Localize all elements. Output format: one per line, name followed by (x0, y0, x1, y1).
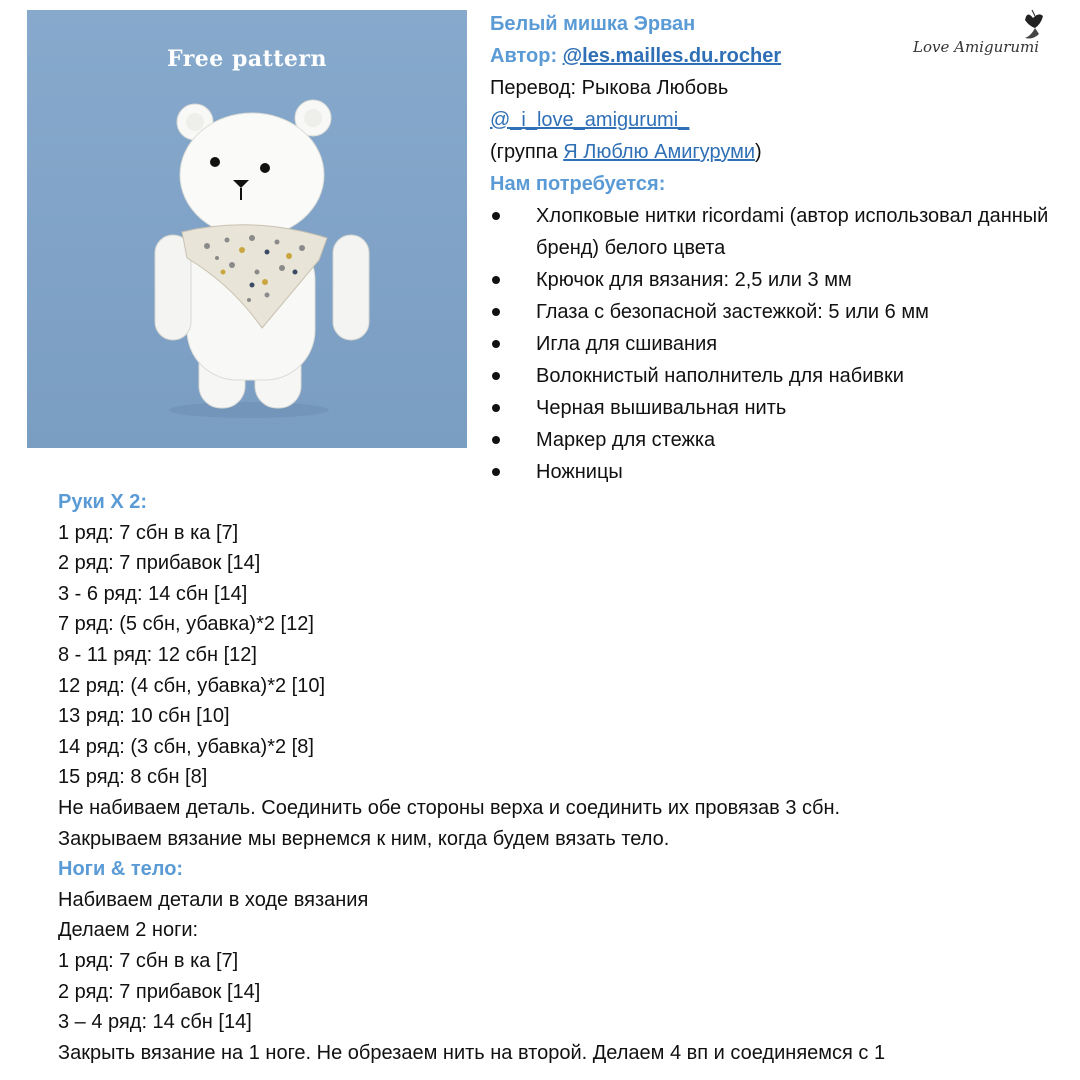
materials-item: Ножницы (536, 461, 623, 483)
materials-heading: Нам потребуется: (490, 173, 666, 195)
list-item (490, 392, 1070, 424)
arms-note: Закрываем вязание мы вернемся к ним, когда будем вязать тело. (58, 827, 670, 850)
legs-row: 3 – 4 ряд: 14 сбн [14] (58, 1011, 252, 1034)
list-item (490, 296, 1070, 328)
arms-heading: Руки X 2: (58, 491, 148, 513)
list-item (490, 456, 1070, 488)
arms-row: 14 ряд: (3 сбн, убавка)*2 [8] (58, 735, 314, 758)
arms-row: 12 ряд: (4 сбн, убавка)*2 [10] (58, 674, 326, 697)
materials-item: Игла для сшивания (536, 333, 718, 355)
author-label: Автор: (490, 45, 563, 67)
page-title: Белый мишка Эрван (490, 13, 696, 35)
materials-item: Маркер для стежка (536, 429, 716, 451)
materials-item: Волокнистый наполнитель для набивки (536, 365, 904, 387)
arms-row: 13 ряд: 10 сбн [10] (58, 705, 230, 728)
legs-row: Набиваем детали в ходе вязания (58, 888, 369, 911)
list-item (490, 424, 1070, 456)
materials-list (490, 200, 1070, 488)
arms-row: 15 ряд: 8 сбн [8] (58, 766, 208, 789)
materials-item: Черная вышивальная нить (536, 397, 787, 419)
legs-row: Делаем 2 ноги: (58, 919, 199, 942)
materials-item: Крючок для вязания: 2,5 или 3 мм (536, 269, 852, 291)
instructions-block (58, 487, 1068, 1068)
materials-item: Хлопковые нитки ricordami (автор использовал данный бренд) белого цвета (536, 205, 1049, 259)
photo-overlay-text: Free pattern (166, 46, 328, 72)
translation-line: Перевод: Рыкова Любовь (490, 77, 729, 99)
translator-link[interactable]: @_i_love_amigurumi_ (490, 109, 690, 131)
list-item (490, 360, 1070, 392)
legs-row: 2 ряд: 7 прибавок [14] (58, 980, 261, 1003)
arms-note: Не набиваем деталь. Соединить обе стороны верха и соединить их провязав 3 сбн. (58, 796, 841, 819)
header-block (490, 8, 1070, 488)
bear-illustration (27, 10, 467, 448)
legs-row: 1 ряд: 7 сбн в ка [7] (58, 949, 239, 972)
logo-text: Love Amigurumi (913, 38, 1040, 56)
group-prefix: (группа (490, 141, 564, 163)
arms-row: 1 ряд: 7 сбн в ка [7] (58, 521, 239, 544)
bear-photo (27, 10, 467, 448)
group-suffix: ) (755, 141, 762, 163)
legs-row: Закрыть вязание на 1 ноге. Не обрезаем нить на второй. Делаем 4 вп и соединяемся с 1 (58, 1041, 886, 1064)
group-line (490, 136, 1070, 168)
arms-row: 3 - 6 ряд: 14 сбн [14] (58, 582, 248, 605)
arms-row: 7 ряд: (5 сбн, убавка)*2 [12] (58, 613, 314, 636)
arms-row: 8 - 11 ряд: 12 сбн [12] (58, 643, 257, 666)
list-item (490, 264, 1070, 296)
author-line (490, 40, 1070, 72)
arms-row: 2 ряд: 7 прибавок [14] (58, 552, 261, 575)
list-item (490, 200, 1070, 264)
author-link[interactable]: @les.mailles.du.rocher (562, 45, 782, 67)
list-item (490, 328, 1070, 360)
group-link[interactable]: Я Люблю Амигуруми (563, 141, 756, 163)
materials-item: Глаза с безопасной застежкой: 5 или 6 мм (536, 301, 929, 323)
legs-heading: Ноги & тело: (58, 858, 184, 881)
